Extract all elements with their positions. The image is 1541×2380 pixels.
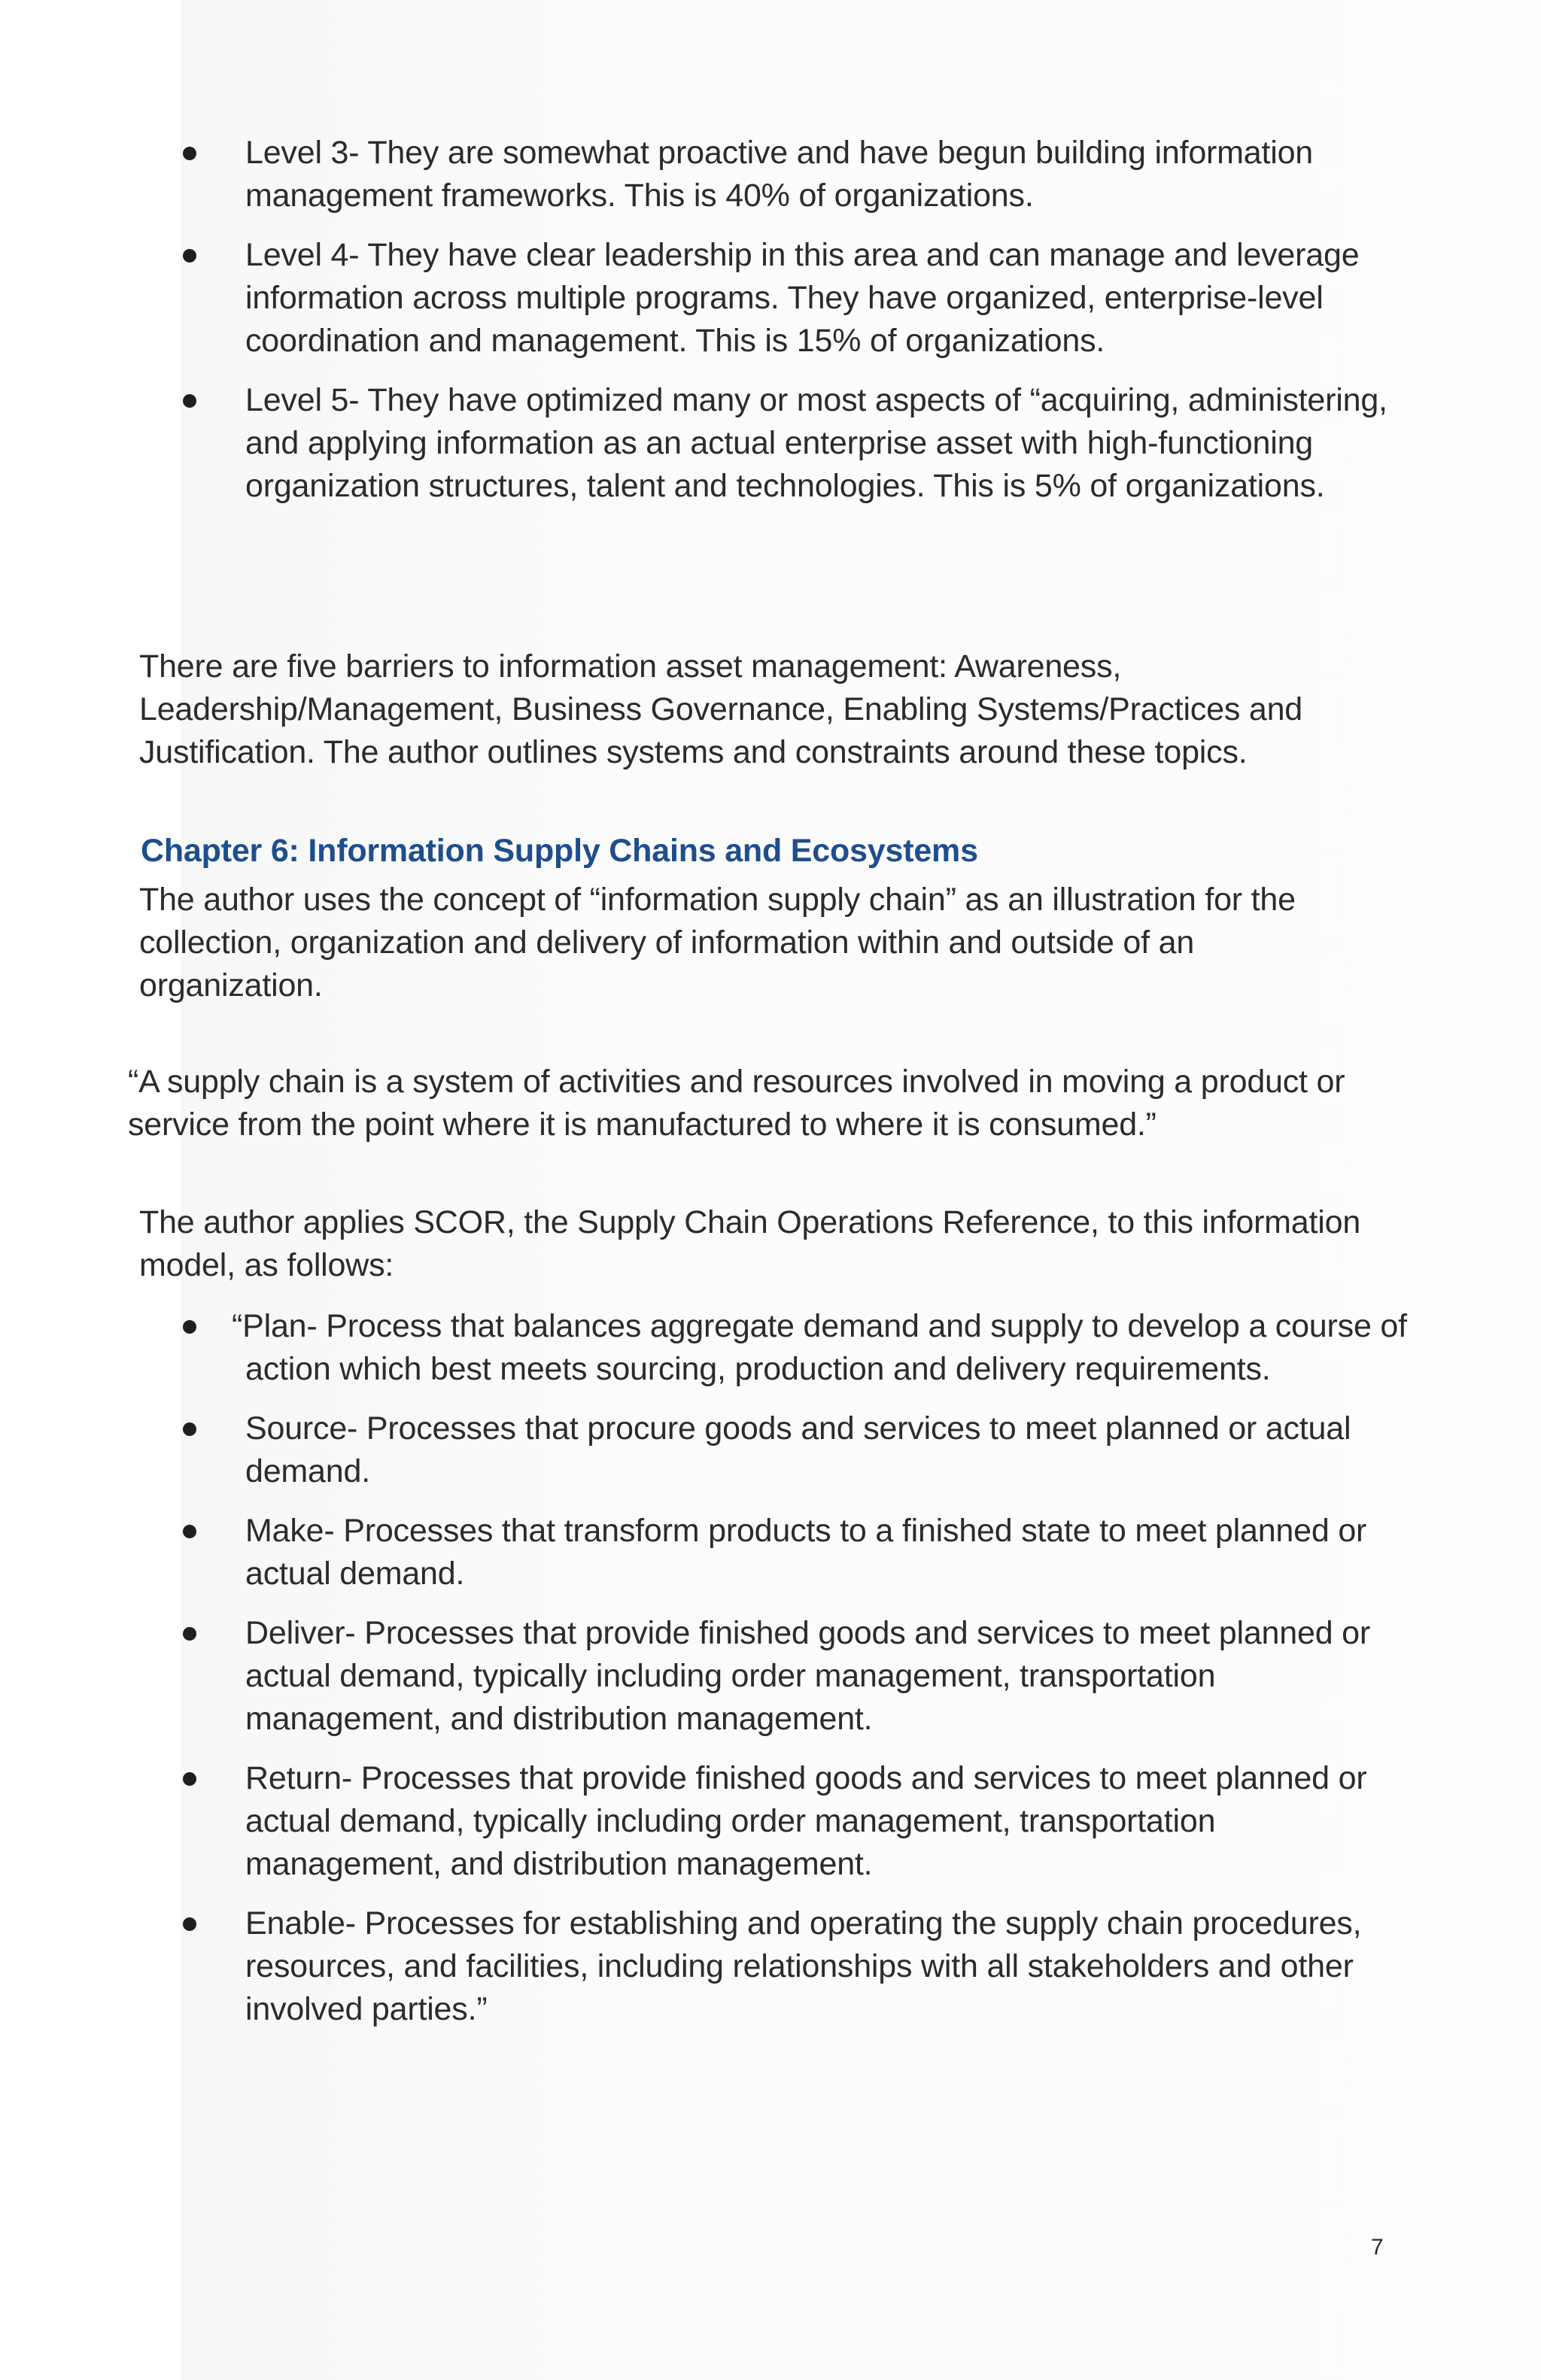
bullet-icon — [183, 249, 196, 263]
intro-paragraph: The author uses the concept of “information supply chain” as an illustration for the collection, organization and delivery of information within and outside of an organization. — [139, 882, 1296, 1003]
bullet-icon — [183, 1772, 196, 1786]
list-item-text: Level 3- They are somewhat proactive and have begun building information management frameworks. This is 40% of organizations. — [245, 135, 1314, 214]
list-item-text: Make- Processes that transform products to a finished state to meet planned or actual demand. — [245, 1513, 1367, 1592]
bullet-icon — [183, 1525, 196, 1538]
list-item — [0, 1902, 1419, 2031]
list-item — [0, 1305, 1419, 1391]
bullet-icon — [183, 1917, 196, 1931]
list-item-text: Level 5- They have optimized many or most aspects of “acquiring, administering, and applying information as an actual enterprise asset with high-functioning organization structures, talent and technologies. This is 5% of organizations. — [245, 382, 1388, 504]
list-item-text: “Plan- Process that balances aggregate demand and supply to develop a course of action which best meets sourcing, production and delivery requirements. — [232, 1308, 1407, 1387]
list-item — [0, 234, 1419, 363]
scor-process-list — [0, 1305, 1541, 2048]
list-item — [0, 1510, 1419, 1595]
list-item-text: Source- Processes that procure goods and services to meet planned or actual demand. — [245, 1410, 1351, 1489]
chapter-heading: Chapter 6: Information Supply Chains and Ecosystems — [141, 833, 978, 869]
bullet-icon — [183, 1627, 196, 1641]
page-number: 7 — [1371, 2235, 1384, 2260]
list-item — [0, 1757, 1419, 1886]
bullet-icon — [183, 1422, 196, 1436]
list-item-text: Level 4- They have clear leadership in this area and can manage and leverage information across multiple programs. They have organized, enterprise-level coordination and management. This is 15% of organizations. — [245, 237, 1360, 359]
bullet-icon — [183, 1320, 196, 1334]
list-item-text: Deliver- Processes that provide finished goods and services to meet planned or actual demand, typically including order management, transportation management, and distribution management. — [245, 1615, 1370, 1737]
bullet-icon — [183, 147, 196, 160]
scor-paragraph: The author applies SCOR, the Supply Chain Operations Reference, to this information model, as follows: — [139, 1204, 1361, 1283]
barriers-paragraph: There are five barriers to information asset management: Awareness, Leadership/Management, Business Governance, Enabling Systems/Practices and Justification. The author outlines systems and constraints around these topics. — [139, 648, 1303, 770]
maturity-levels-list — [0, 132, 1541, 524]
list-item — [0, 132, 1419, 217]
list-item — [0, 1612, 1419, 1741]
list-item — [0, 1407, 1419, 1493]
list-item-text: Enable- Processes for establishing and operating the supply chain procedures, resources, and facilities, including relationships with all stakeholders and other involved parties.” — [245, 1905, 1362, 2027]
supply-chain-quote: “A supply chain is a system of activities and resources involved in moving a product or service from the point where it is manufactured to where it is consumed.” — [128, 1064, 1345, 1143]
bullet-icon — [183, 394, 196, 408]
list-item — [0, 379, 1419, 508]
list-item-text: Return- Processes that provide finished goods and services to meet planned or actual demand, typically including order management, transportation management, and distribution management. — [245, 1760, 1367, 1882]
